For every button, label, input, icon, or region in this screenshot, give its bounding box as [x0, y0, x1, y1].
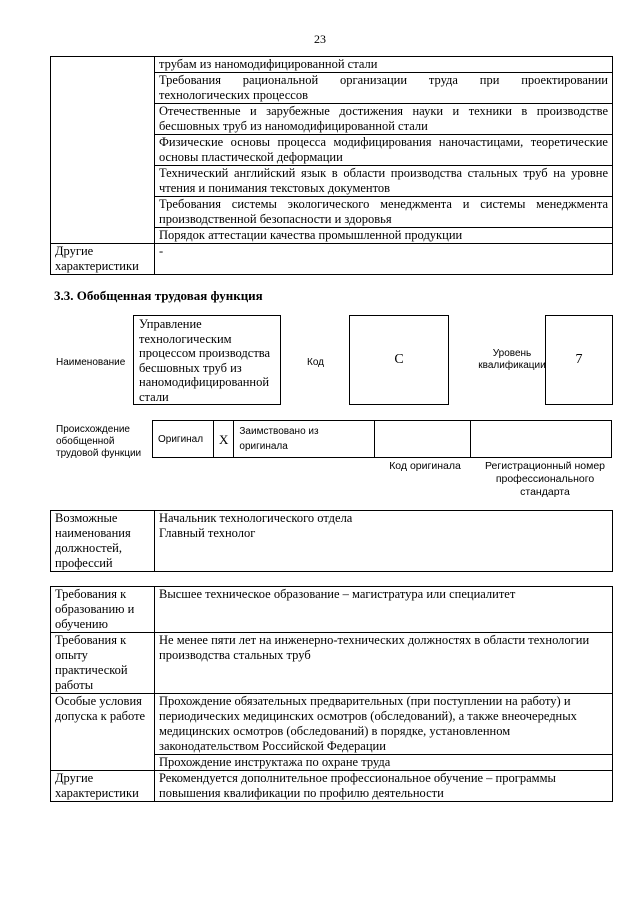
special-conditions-label: Особые условия допуска к работе	[51, 694, 155, 771]
original-code-caption: Код оригинала	[389, 460, 461, 472]
other-characteristics-value: Рекомендуется дополнительное профессиональное обучение – программы повышения квалификации по профилю деятельности	[155, 771, 613, 802]
other-characteristics-label: Другие характеристики	[51, 771, 155, 802]
table-row	[51, 587, 613, 633]
knowledge-item: Требования системы экологического менеджмента и системы менеджмента производственной безопасности и здоровья	[155, 197, 613, 228]
positions-value-cell	[155, 511, 613, 572]
code-box: C	[349, 315, 449, 405]
borrowed-label: Заимствовано из оригинала	[234, 421, 375, 458]
original-code-cell	[375, 421, 471, 458]
table-row	[51, 694, 613, 755]
origin-label: Происхождение обобщенной трудовой функции	[56, 424, 142, 459]
special-conditions-value: Прохождение инструктажа по охране труда	[155, 755, 613, 771]
registration-number-caption: Регистрационный номер профессионального стандарта	[485, 460, 605, 498]
knowledge-item: Технический английский язык в области производства стальных труб на уровне чтения и понимания текстовых документов	[155, 166, 613, 197]
label-cell-empty	[51, 57, 155, 244]
page-number: 23	[314, 32, 326, 46]
position-item: Начальник технологического отдела	[159, 511, 353, 525]
experience-label: Требования к опыту практической работы	[51, 633, 155, 694]
qualification-level-box: 7	[545, 315, 613, 405]
knowledge-item: Физические основы процесса модифицирования наночастицами, теоретические основы пластической деформации	[155, 135, 613, 166]
original-mark: X	[214, 421, 234, 458]
table-row	[51, 57, 613, 73]
knowledge-item: Требования рациональной организации труда при проектировании технологических процессов	[155, 73, 613, 104]
requirements-table	[50, 586, 613, 802]
code-label: Код	[307, 357, 325, 368]
special-conditions-value: Прохождение обязательных предварительных (при поступлении на работу) и периодических медицинских осмотров (обследований), а также внеочередных медицинских осмотров (обследований) в порядке, установленном законодательством Российской Федерации	[155, 694, 613, 755]
position-item: Главный технолог	[159, 526, 256, 540]
positions-table	[50, 510, 613, 572]
section-title: 3.3. Обобщенная трудовая функция	[54, 288, 263, 303]
original-label: Оригинал	[153, 421, 214, 458]
knowledge-item: Отечественные и зарубежные достижения науки и техники в производстве бесшовных труб из наномодифицированной стали	[155, 104, 613, 135]
education-value: Высшее техническое образование – магистратура или специалитет	[155, 587, 613, 633]
table-row	[51, 633, 613, 694]
table-row	[51, 244, 613, 275]
knowledge-item: трубам из наномодифицированной стали	[155, 57, 613, 73]
positions-label: Возможные наименования должностей, профессий	[51, 511, 155, 572]
knowledge-table	[50, 56, 613, 275]
registration-number-cell	[471, 421, 612, 458]
table-row	[51, 771, 613, 802]
other-characteristics-label: Другие характеристики	[51, 244, 155, 275]
function-name-box: Управление технологическим процессом производства бесшовных труб из наномодифицированной стали	[133, 315, 281, 405]
knowledge-item: Порядок аттестации качества промышленной продукции	[155, 228, 613, 244]
qualification-level-label: Уровень квалификации	[478, 348, 546, 371]
other-characteristics-value: -	[155, 244, 613, 275]
experience-value: Не менее пяти лет на инженерно-технических должностях в области технологии производства стальных труб	[155, 633, 613, 694]
origin-table	[152, 420, 612, 458]
table-row	[51, 511, 613, 572]
education-label: Требования к образованию и обучению	[51, 587, 155, 633]
name-label: Наименование	[56, 357, 126, 368]
